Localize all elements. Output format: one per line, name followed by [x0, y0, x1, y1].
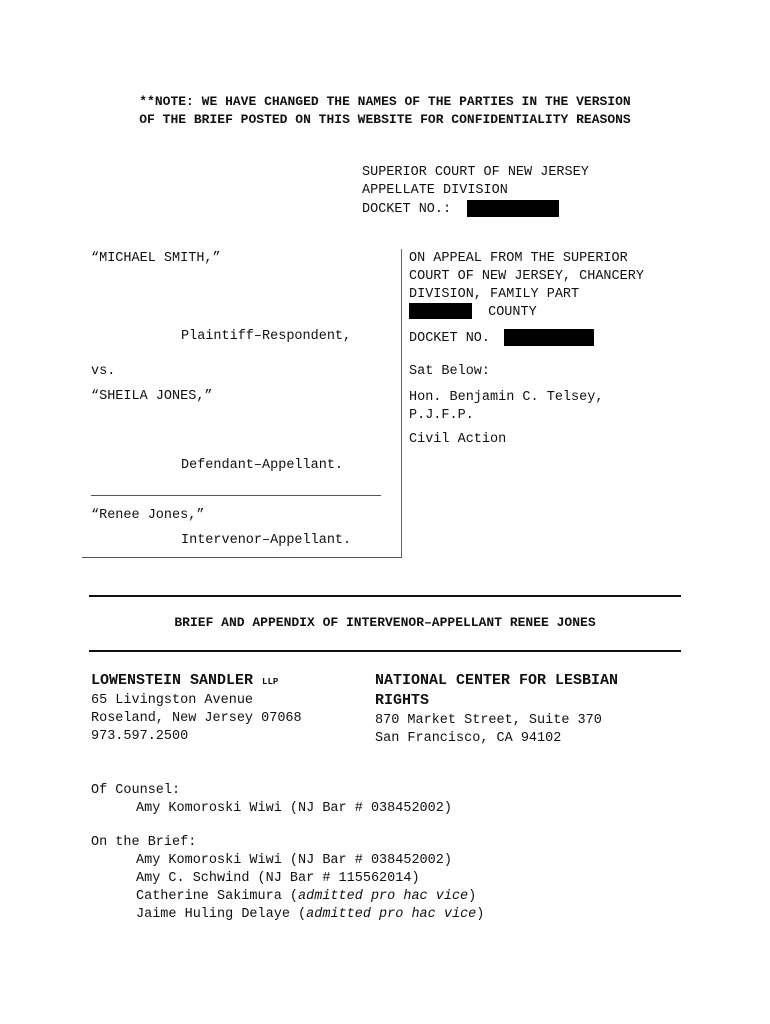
- defendant-role: Defendant–Appellant.: [181, 458, 344, 473]
- on-brief-attorney-2: Amy C. Schwind (NJ Bar # 115562014): [136, 871, 420, 886]
- attorney-4-name: Jaime Huling Delaye (: [136, 907, 307, 922]
- judge-title: P.J.F.P.: [409, 408, 474, 423]
- appeal-line2: COURT OF NEW JERSEY, CHANCERY: [409, 269, 644, 284]
- of-counsel-label: Of Counsel:: [91, 783, 181, 798]
- confidentiality-note-line1: **NOTE: WE HAVE CHANGED THE NAMES OF THE PARTIES IN THE VERSION: [139, 94, 631, 109]
- court-division: APPELLATE DIVISION: [362, 183, 508, 198]
- on-brief-attorney-4: [136, 906, 484, 924]
- firm-right-name-line1: NATIONAL CENTER FOR LESBIAN: [375, 672, 619, 689]
- on-brief-label: On the Brief:: [91, 835, 197, 850]
- attorney-3-admission-note: admitted pro hac vice: [298, 889, 469, 904]
- on-brief-attorney-1: Amy Komoroski Wiwi (NJ Bar # 038452002): [136, 853, 452, 868]
- appeal-line3: DIVISION, FAMILY PART: [409, 287, 580, 302]
- firm-left-suffix: LLP: [262, 677, 279, 687]
- defendant-name: “SHEILA JONES,”: [91, 389, 213, 404]
- redaction-block: [504, 329, 594, 346]
- appeal-line1: ON APPEAL FROM THE SUPERIOR: [409, 251, 628, 266]
- redaction-block: [467, 200, 559, 217]
- redaction-block: [409, 303, 472, 319]
- attorney-3-close: ): [468, 889, 477, 904]
- title-top-rule: [89, 595, 681, 597]
- caption-vertical-rule: [401, 249, 402, 557]
- county-label: COUNTY: [488, 304, 537, 320]
- firm-right-address2: San Francisco, CA 94102: [375, 731, 562, 746]
- intervenor-name: “Renee Jones,”: [91, 508, 205, 523]
- court-docket: [362, 200, 559, 219]
- court-docket-label: DOCKET NO.:: [362, 202, 452, 218]
- of-counsel-attorney: Amy Komoroski Wiwi (NJ Bar # 038452002): [136, 801, 452, 816]
- brief-title: BRIEF AND APPENDIX OF INTERVENOR–APPELLANT RENEE JONES: [174, 615, 596, 630]
- versus-label: vs.: [91, 364, 116, 379]
- title-bottom-rule: [89, 650, 681, 652]
- plaintiff-role: Plaintiff–Respondent,: [181, 329, 352, 344]
- firm-left-name-text: LOWENSTEIN SANDLER: [91, 672, 254, 689]
- firm-left-name: [91, 672, 278, 689]
- caption-bottom-rule: [82, 557, 402, 558]
- attorney-4-admission-note: admitted pro hac vice: [306, 907, 477, 922]
- firm-right-name-line2: RIGHTS: [375, 692, 430, 709]
- plaintiff-name: “MICHAEL SMITH,”: [91, 251, 221, 266]
- civil-action-label: Civil Action: [409, 432, 507, 447]
- firm-left-address1: 65 Livingston Avenue: [91, 693, 254, 708]
- appeal-docket: [409, 329, 594, 348]
- judge-name: Hon. Benjamin C. Telsey,: [409, 390, 604, 405]
- firm-right-address1: 870 Market Street, Suite 370: [375, 713, 602, 728]
- attorney-4-close: ): [476, 907, 485, 922]
- attorney-3-name: Catherine Sakimura (: [136, 889, 299, 904]
- appeal-county: [409, 303, 537, 322]
- firm-left-phone: 973.597.2500: [91, 729, 189, 744]
- court-name: SUPERIOR COURT OF NEW JERSEY: [362, 165, 589, 180]
- confidentiality-note-line2: OF THE BRIEF POSTED ON THIS WEBSITE FOR CONFIDENTIALITY REASONS: [139, 112, 631, 127]
- sat-below-label: Sat Below:: [409, 364, 491, 379]
- appeal-docket-label: DOCKET NO.: [409, 331, 491, 347]
- firm-left-address2: Roseland, New Jersey 07068: [91, 711, 302, 726]
- on-brief-attorney-3: [136, 888, 476, 906]
- intervenor-role: Intervenor–Appellant.: [181, 533, 352, 548]
- caption-divider: [91, 495, 381, 496]
